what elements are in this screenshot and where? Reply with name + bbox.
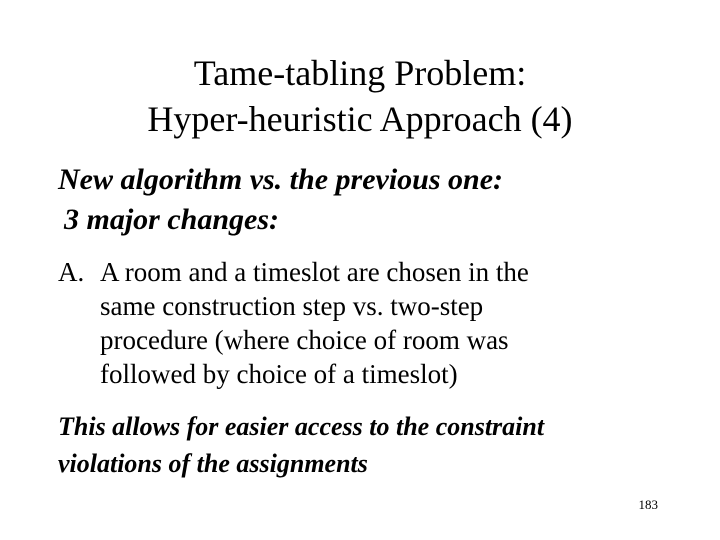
note-line-2: violations of the assignments bbox=[58, 449, 368, 478]
list-item-marker: A. bbox=[58, 257, 85, 287]
emphasis-note bbox=[58, 408, 544, 482]
list-item-line-4: followed by choice of a timeslot) bbox=[100, 359, 458, 389]
title-line-1: Tame-tabling Problem: bbox=[193, 53, 527, 93]
slide-title bbox=[0, 50, 720, 142]
list-item-first-row bbox=[58, 255, 529, 289]
subheading-line-1: New algorithm vs. the previous one: bbox=[58, 163, 504, 196]
subheading-line-2: 3 major changes: bbox=[64, 203, 280, 236]
list-item-line-1: A room and a timeslot are chosen in the bbox=[100, 257, 529, 287]
list-item-line-3: procedure (where choice of room was bbox=[100, 325, 509, 355]
list-item-a bbox=[58, 255, 529, 391]
title-line-2: Hyper-heuristic Approach (4) bbox=[147, 99, 573, 139]
page-number: 183 bbox=[638, 497, 658, 512]
subheading bbox=[58, 160, 503, 240]
note-line-1: This allows for easier access to the constraint bbox=[58, 412, 545, 441]
list-item-line-2: same construction step vs. two-step bbox=[100, 291, 484, 321]
